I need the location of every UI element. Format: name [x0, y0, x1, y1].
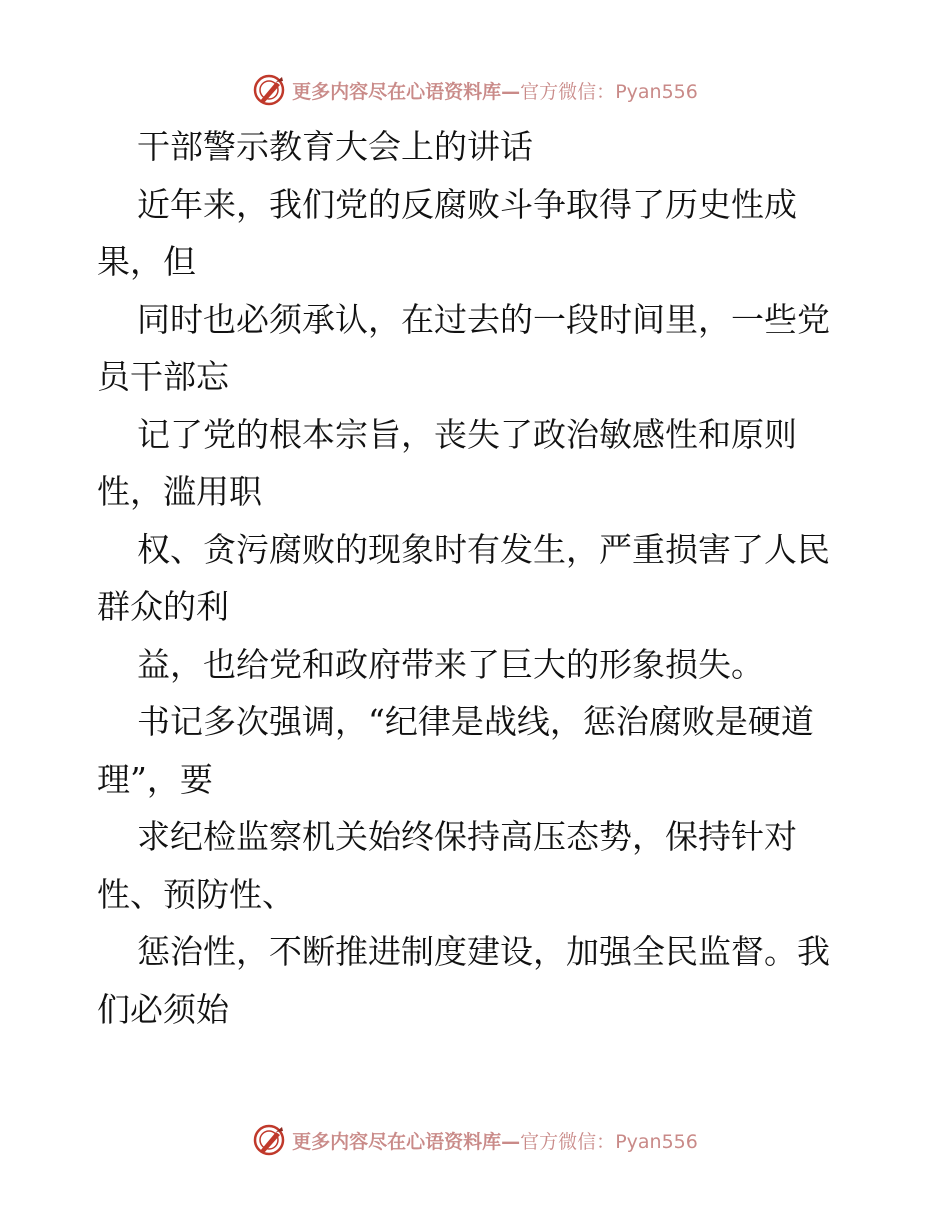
header-text: [292, 77, 698, 104]
paragraph-line: 同时也必须承认，在过去的一段时间里，一些党: [137, 299, 830, 339]
paragraph-line: 们必须始: [97, 989, 229, 1029]
footer-wechat-label: 官方微信：: [520, 1130, 616, 1153]
paragraph-line: 惩治性，不断推进制度建设，加强全民监督。我: [137, 932, 830, 971]
header-brand: 更多内容尽在心语资料库: [292, 80, 502, 103]
header-banner: [0, 70, 950, 110]
paragraph-line: 群众的利: [97, 587, 229, 626]
footer-banner: [0, 1120, 950, 1160]
document-body: [97, 118, 857, 1038]
header-wechat-id: Pyan556: [615, 80, 698, 103]
paragraph-line: 记了党的根本宗旨，丧失了政治敏感性和原则: [137, 414, 797, 454]
paragraph-line: 益，也给党和政府带来了巨大的形象损失。: [137, 644, 764, 684]
footer-separator: —: [501, 1130, 521, 1153]
pen-logo-icon: [252, 1123, 286, 1157]
footer-wechat-id: Pyan556: [615, 1130, 698, 1153]
paragraph-line: 性、预防性、: [97, 874, 295, 914]
paragraph-line: 性，滥用职: [97, 472, 262, 511]
paragraph-line: 近年来，我们党的反腐败斗争取得了历史性成: [137, 184, 797, 224]
paragraph-line: 理”，要: [97, 759, 213, 799]
header-separator: —: [501, 80, 521, 103]
paragraph-line: 员干部忘: [97, 357, 229, 396]
footer-brand: 更多内容尽在心语资料库: [292, 1130, 502, 1153]
pen-logo-icon: [252, 73, 286, 107]
paragraph-line: 果，但: [97, 242, 196, 281]
paragraph-line: 求纪检监察机关始终保持高压态势，保持针对: [137, 817, 797, 856]
paragraph-line: 权、贪污腐败的现象时有发生，严重损害了人民: [137, 529, 830, 569]
footer-text: [292, 1127, 698, 1154]
document-title: 干部警示教育大会上的讲话: [137, 127, 533, 166]
paragraph-line: 书记多次强调，“纪律是战线，惩治腐败是硬道: [137, 702, 814, 741]
header-wechat-label: 官方微信：: [520, 80, 616, 103]
